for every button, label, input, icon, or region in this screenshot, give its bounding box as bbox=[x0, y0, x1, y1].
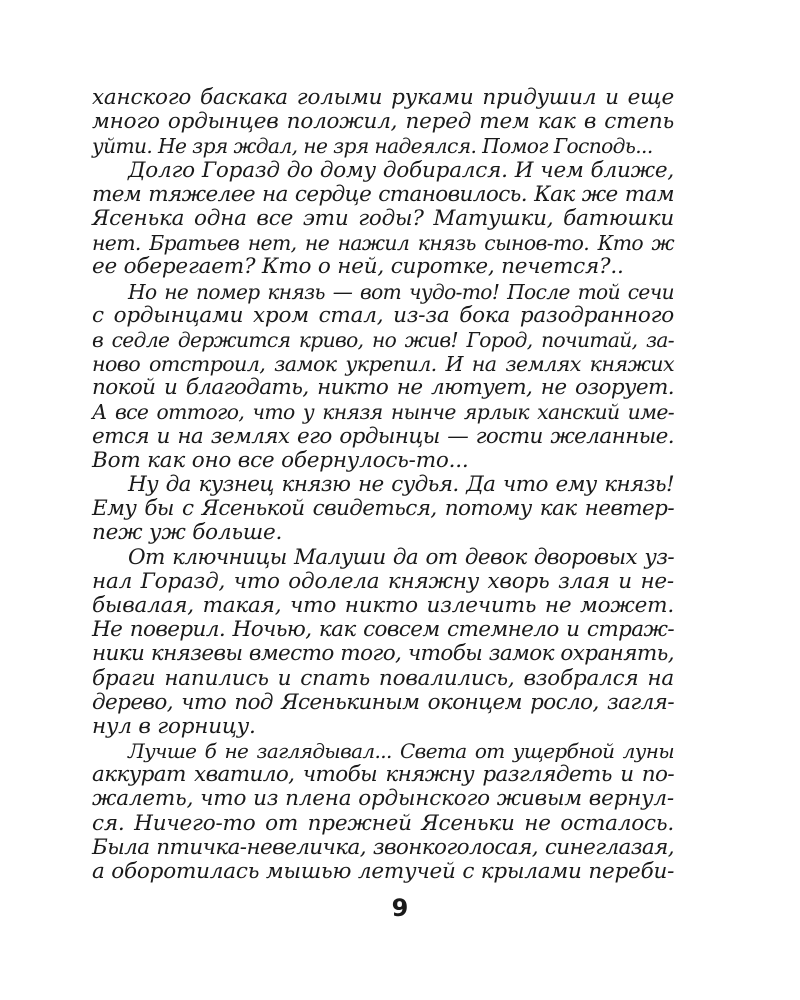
text-line: уйти. Не зря ждал, не зря надеялся. Помог Господь... bbox=[92, 134, 653, 159]
text-line: дерево, что под Ясенькиным оконцем росло, загля- bbox=[92, 689, 674, 715]
text-line: Лучше б не заглядывал... Света от ущербной луны bbox=[128, 739, 674, 764]
text-line: тем тяжелее на сердце становилось. Как же там bbox=[92, 181, 674, 207]
body-text bbox=[92, 86, 674, 884]
text-line: ется и на землях его ордынцы — гости желанные. bbox=[92, 423, 674, 449]
text-line: А все оттого, что у князя нынче ярлык ханский име- bbox=[92, 400, 674, 425]
page-number: 9 bbox=[391, 894, 409, 922]
text-line: Долго Горазд до дому добирался. И чем ближе, bbox=[128, 157, 674, 183]
text-line: браги напились и спать повалились, взобрался на bbox=[92, 665, 674, 691]
text-line: нет. Братьев нет, не нажил князь сынов-то. Кто ж bbox=[92, 231, 674, 256]
text-line: бывалая, такая, что никто излечить не может. bbox=[92, 592, 674, 618]
text-line: Вот как оно все обернулось-то... bbox=[92, 447, 469, 473]
text-line: покой и благодать, никто не лютует, не озорует. bbox=[92, 375, 674, 401]
text-line: Ну да кузнец князю не судья. Да что ему князь! bbox=[128, 472, 674, 497]
text-line: ханского баскака голыми руками придушил и еще bbox=[92, 85, 674, 110]
text-line: Но не помер князь — вот чудо-то! После той сечи bbox=[128, 279, 674, 304]
text-line: много ордынцев положил, перед тем как в степь bbox=[92, 109, 674, 135]
text-line: ся. Ничего-то от прежней Ясеньки не осталось. bbox=[92, 810, 674, 836]
text-line: пеж уж больше. bbox=[92, 520, 283, 546]
text-line: в седле держится криво, но жив! Город, почитай, за- bbox=[92, 327, 674, 352]
text-line: Ему бы с Ясенькой свидеться, потому как невтер- bbox=[92, 496, 674, 522]
text-line: Ясенька одна все эти годы? Матушки, батюшки bbox=[92, 205, 674, 231]
text-line: с ордынцами хром стал, из-за бока разодранного bbox=[92, 302, 674, 328]
text-line: нул в горницу. bbox=[92, 713, 256, 739]
text-line: жалеть, что из плена ордынского живым вернул- bbox=[92, 786, 674, 812]
text-line: аккурат хватило, чтобы княжну разглядеть и по- bbox=[92, 762, 674, 788]
text-line: ее оберегает? Кто о ней, сиротке, печется?.. bbox=[92, 254, 624, 280]
text-line: Не поверил. Ночью, как совсем стемнело и страж- bbox=[92, 617, 674, 643]
text-line: нал Горазд, что одолела княжну хворь злая и не- bbox=[92, 568, 674, 594]
text-line: ново отстроил, замок укрепил. И на землях княжих bbox=[92, 352, 674, 377]
text-line: ники князевы вместо того, чтобы замок охранять, bbox=[92, 641, 674, 667]
text-line: а оборотилась мышью летучей с крылами переби- bbox=[92, 859, 675, 884]
text-line: От ключницы Малуши да от девок дворовых уз- bbox=[128, 544, 674, 570]
text-line: Была птичка-невеличка, звонкоголосая, синеглазая, bbox=[92, 834, 674, 860]
